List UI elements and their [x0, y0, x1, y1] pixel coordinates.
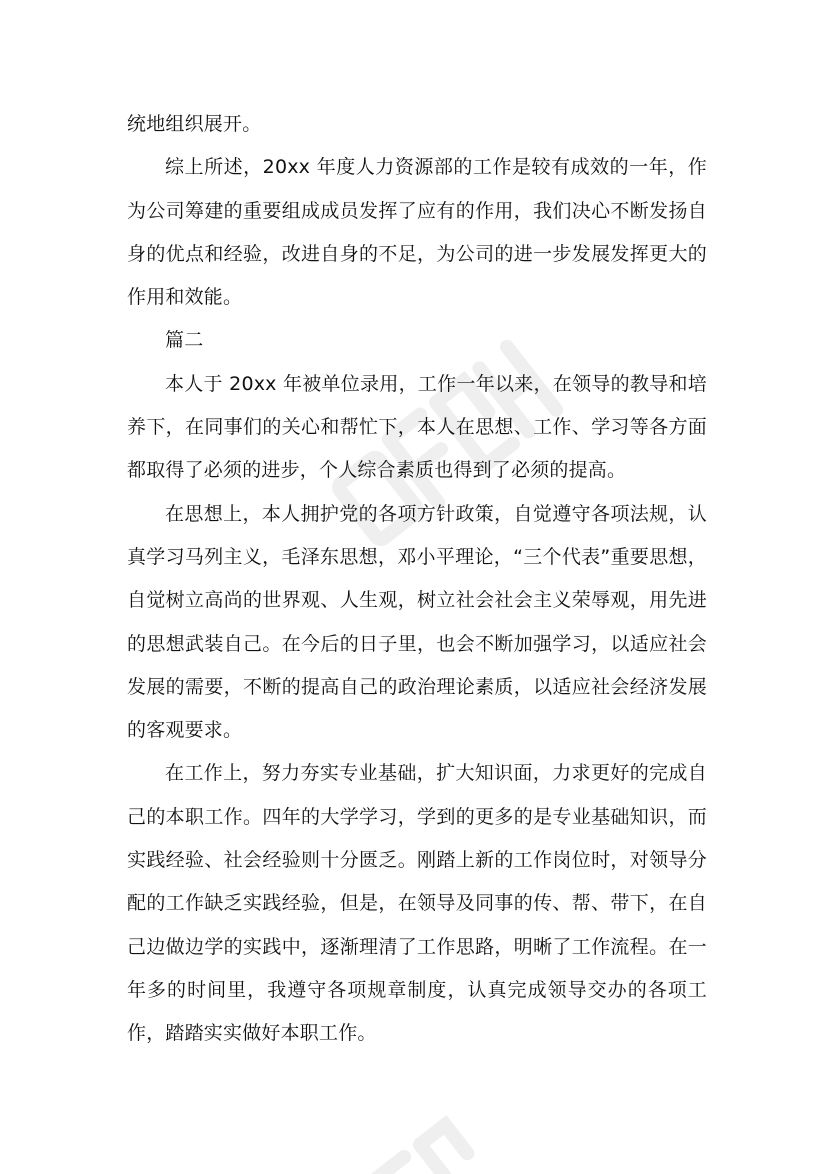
watermark-logo-icon: [300, 1060, 560, 1174]
paragraph: 统地组织展开。: [127, 113, 262, 135]
paragraph: 综上所述，20xx 年度人力资源部的工作是较有成效的一年，作为公司筹建的重要组成成员发挥了应有的作用，我们决心不断发扬自身的优点和经验，改进自身的不足，为公司的进一步发展发挥更大的作用和效能。: [127, 156, 707, 309]
paragraph: 在工作上，努力夯实专业基础，扩大知识面，力求更好的完成自己的本职工作。四年的大学学习，学到的更多的是专业基础知识，而实践经验、社会经验则十分匮乏。刚踏上新的工作岗位时，对领导分配的工作缺乏实践经验，但是，在领导及同事的传、帮、带下，在自己边做边学的实践中，逐渐理清了工作思路，明晰了工作流程。在一年多的时间里，我遵守各项规章制度，认真完成领导交办的各项工作，踏踏实实做好本职工作。: [127, 762, 707, 1045]
paragraph: 本人于 20xx 年被单位录用，工作一年以来，在领导的教导和培养下，在同事们的关心和帮忙下，本人在思想、工作、学习等各方面都取得了必须的进步，个人综合素质也得到了必须的提高。: [127, 372, 707, 482]
document-body: [127, 103, 707, 1056]
section-heading: 篇二: [165, 329, 204, 352]
paragraph: 在思想上，本人拥护党的各项方针政策，自觉遵守各项法规，认真学习马列主义，毛泽东思想，邓小平理论，“三个代表”重要思想，自觉树立高尚的世界观、人生观，树立社会社会主义荣辱观，用先进的思想武装自己。在今后的日子里，也会不断加强学习，以适应社会发展的需要，不断的提高自己的政治理论素质，以适应社会经济发展的客观要求。: [127, 502, 707, 742]
